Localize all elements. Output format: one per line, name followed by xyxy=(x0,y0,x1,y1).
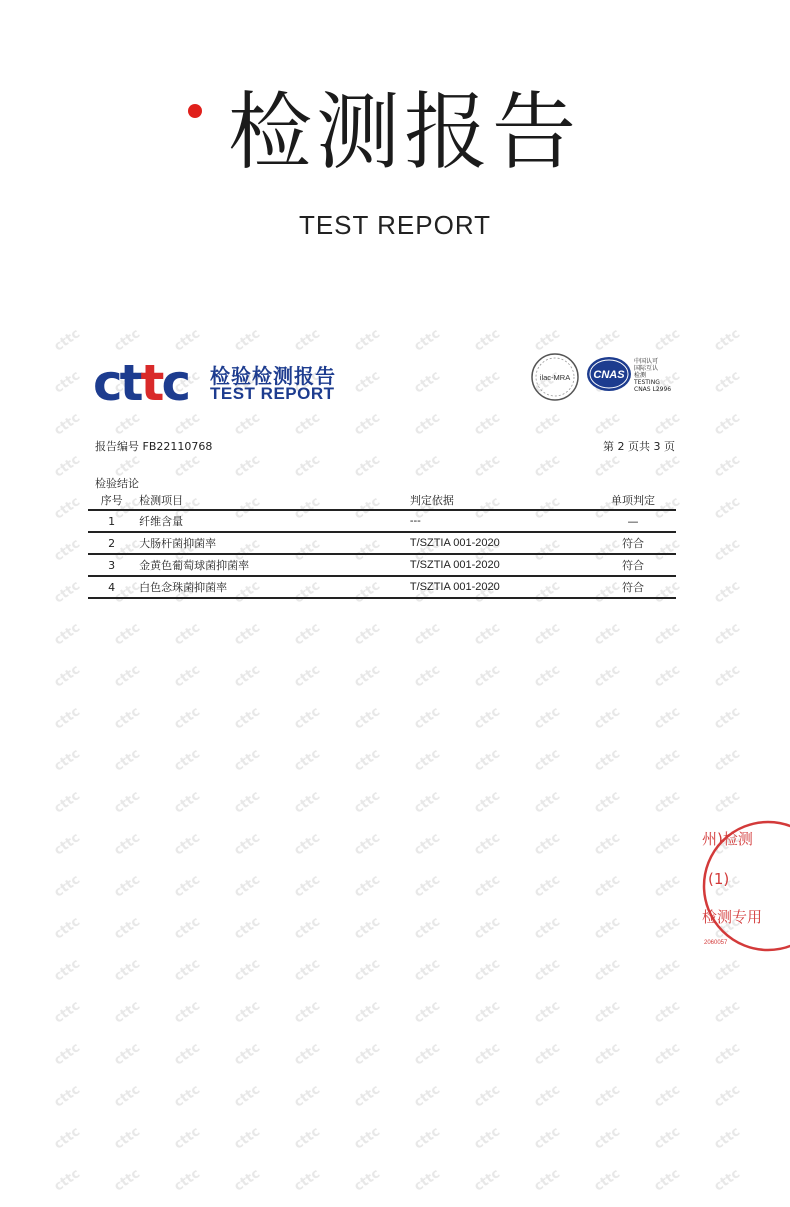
header-no: 序号 xyxy=(88,491,135,510)
cell-no: 4 xyxy=(88,576,135,598)
cell-result: 符合 xyxy=(590,576,676,598)
official-stamp xyxy=(700,818,763,953)
page-title: 检测报告 xyxy=(228,83,581,181)
cell-item: 纤维含量 xyxy=(135,510,406,532)
cell-basis: T/SZTIA 001-2020 xyxy=(406,532,590,554)
header-item: 检测项目 xyxy=(135,491,406,510)
logo-title-cn: 检验检测报告 xyxy=(210,364,336,388)
section-title: 检验结论 xyxy=(95,477,139,490)
page-subtitle: TEST REPORT xyxy=(298,210,492,240)
cell-basis: T/SZTIA 001-2020 xyxy=(406,554,590,576)
cell-item: 大肠杆菌抑菌率 xyxy=(135,532,406,554)
report-number-value: FB22110768 xyxy=(142,440,213,453)
cnas-logo xyxy=(585,354,633,394)
cell-result: 符合 xyxy=(590,554,676,576)
page-info: 第 2 页共 3 页 xyxy=(603,440,675,453)
cell-no: 2 xyxy=(88,532,135,554)
stamp-line-3: 检测专用 xyxy=(702,908,763,926)
cnas-label: CNAS xyxy=(593,369,625,381)
hero-header xyxy=(0,0,790,300)
report-sheet xyxy=(45,318,763,1207)
cell-result: — xyxy=(590,510,676,532)
stamp-line-2: (1) xyxy=(708,870,730,888)
table-row xyxy=(88,554,676,576)
table-row xyxy=(88,510,676,532)
stamp-line-1: 州)检测 xyxy=(702,830,753,848)
header-basis: 判定依据 xyxy=(406,491,590,510)
results-table xyxy=(88,491,676,599)
cell-item: 白色念珠菌抑菌率 xyxy=(135,576,406,598)
cell-basis: T/SZTIA 001-2020 xyxy=(406,576,590,598)
red-dot-icon xyxy=(188,104,202,118)
svg-text:2060057: 2060057 xyxy=(704,940,728,946)
cell-basis: --- xyxy=(406,510,590,532)
logo-title-en: TEST REPORT xyxy=(210,384,335,403)
report-number xyxy=(95,438,212,454)
cell-result: 符合 xyxy=(590,532,676,554)
cttc-logo-mark: cttc xyxy=(93,354,189,412)
cell-item: 金黄色葡萄球菌抑菌率 xyxy=(135,554,406,576)
table-row xyxy=(88,576,676,598)
table-header-row xyxy=(88,491,676,510)
cell-no: 3 xyxy=(88,554,135,576)
cell-no: 1 xyxy=(88,510,135,532)
ilac-label: ilac-MRA xyxy=(539,373,571,382)
table-row xyxy=(88,532,676,554)
header-result: 单项判定 xyxy=(590,491,676,510)
report-number-label: 报告编号 xyxy=(95,440,139,453)
cnas-caption: 中国认可 国际互认 检测 TESTING CNAS L2996 xyxy=(634,358,672,393)
ilac-mra-logo xyxy=(530,352,580,402)
